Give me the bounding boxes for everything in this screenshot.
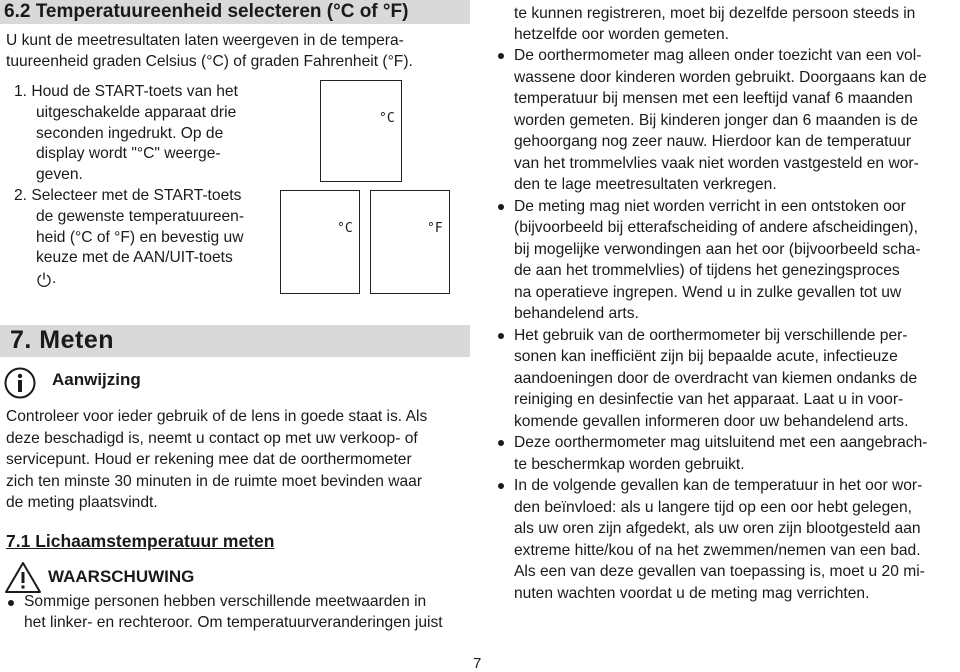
- bullet-dot: [498, 53, 504, 59]
- list-item-line: de aan het trommelvlies) of tijdens het genezingsproces: [514, 262, 900, 279]
- display-unit-label: °C: [337, 221, 353, 236]
- list-item: [514, 196, 960, 325]
- bullet-dot: [498, 333, 504, 339]
- list-item-line: De meting mag niet worden verricht in een ontstoken oor: [514, 197, 906, 215]
- list-item-line: van het trommelvlies vaak niet worden vastgesteld en wor-: [514, 154, 919, 172]
- right-continuation: [514, 3, 960, 45]
- list-item: [514, 475, 960, 604]
- list-item-line: (bijvoorbeeld bij etterafscheiding of andere afscheidingen),: [514, 219, 918, 236]
- step-2-line: keuze met de AAN/UIT-toets: [36, 249, 233, 267]
- step-1-line: 1. Houd de START-toets van het: [14, 83, 238, 100]
- list-item-line: te beschermkap worden gebruikt.: [514, 455, 745, 473]
- step-1-line: seconden ingedrukt. Op de: [36, 124, 224, 142]
- note-line: de meting plaatsvindt.: [6, 494, 158, 511]
- list-item: [514, 432, 960, 475]
- list-item-line: als uw oren zijn afgedekt, als uw oren zijn blootgesteld aan: [514, 520, 921, 537]
- list-item-line: gehoorgang nog zeer nauw. Hierdoor kan de temperatuur: [514, 133, 912, 150]
- info-icon: [4, 367, 36, 399]
- warning-title: WAARSCHUWING: [48, 567, 195, 586]
- display-unit-label: °C: [379, 111, 395, 126]
- display-illustration-celsius: [320, 80, 402, 182]
- note-line: Controleer voor ieder gebruik of de lens in goede staat is. Als: [6, 408, 428, 425]
- step-2-line: de gewenste temperatuureen-: [36, 207, 245, 225]
- list-item-line: den beïnvloed: als u langere tijd op een oor hebt gelegen,: [514, 498, 912, 516]
- list-item-line: sonen kan inefficiënt zijn bij bepaalde acute, infectieuze: [514, 348, 898, 365]
- display-illustration-fahrenheit: [370, 190, 450, 294]
- list-item-line: reiniging en desinfectie van het apparaat. Laat u in voor-: [514, 391, 904, 408]
- section-title-7: 7. Meten: [10, 326, 115, 354]
- display-unit-label: °F: [427, 221, 443, 236]
- list-item-line: Het gebruik van de oorthermometer bij verschillende per-: [514, 326, 908, 344]
- right-bullet-list: [514, 45, 960, 604]
- step-1-line: geven.: [36, 166, 83, 184]
- list-item-line: behandelend arts.: [514, 305, 639, 322]
- intro-line: tuureenheid graden Celsius (°C) of graden Fahrenheit (°F).: [6, 53, 413, 70]
- list-item-line: temperatuur bij mensen met een leeftijd vanaf 6 maanden: [514, 90, 913, 107]
- warning-line: het linker- en rechteroor. Om temperatuurveranderingen juist: [24, 614, 443, 631]
- list-item-line: wassene door kinderen worden gebruikt. Doorgaans kan de: [514, 68, 927, 86]
- step-2-line: .: [14, 269, 284, 290]
- display-illustration-celsius: [280, 190, 360, 294]
- warning-line: Sommige personen hebben verschillende meetwaarden in: [24, 593, 427, 610]
- note-title: Aanwijzing: [52, 370, 141, 389]
- list-item: [514, 45, 960, 196]
- intro-line: U kunt de meetresultaten laten weergeven in de tempera-: [6, 32, 404, 49]
- list-item-line: bij mogelijke verwondingen aan het oor (bijvoorbeeld scha-: [514, 240, 921, 258]
- section-title-6-2: 6.2 Temperatuureenheid selecteren (°C of °F): [4, 1, 409, 22]
- page-number: 7: [473, 655, 482, 672]
- list-item-line: den te lage meetresultaten verkregen.: [514, 176, 777, 193]
- list-item-line: nuten wachten voordat u de meting mag verrichten.: [514, 584, 870, 602]
- section-title-7-1: 7.1 Lichaamstemperatuur meten: [6, 531, 275, 551]
- step-1-line: display wordt "°C" weerge-: [36, 145, 221, 163]
- bullet-dot: [8, 600, 14, 606]
- continuation-line: hetzelfde oor worden gemeten.: [514, 26, 729, 43]
- steps-list: [14, 82, 284, 290]
- note-text: [6, 406, 468, 514]
- step-2-line: heid (°C of °F) en bevestig uw: [36, 228, 244, 246]
- list-item-line: aandoeningen door de overdracht van kiemen ondanks de: [514, 369, 918, 387]
- list-item-line: Als een van deze gevallen van toepassing is, moet u 20 mi-: [514, 563, 925, 580]
- list-item-line: De oorthermometer mag alleen onder toezicht van een vol-: [514, 47, 922, 64]
- continuation-line: te kunnen registreren, moet bij dezelfde persoon steeds in: [514, 5, 916, 22]
- note-line: deze beschadigd is, neemt u contact op met uw verkoop- of: [6, 429, 418, 447]
- bullet-dot: [498, 204, 504, 210]
- list-item: [514, 325, 960, 433]
- step-1-line: uitgeschakelde apparaat drie: [36, 103, 237, 121]
- section-intro: [6, 30, 466, 72]
- bullet-dot: [498, 483, 504, 489]
- step-2-line: 2. Selecteer met de START-toets: [14, 186, 242, 204]
- warning-bullet: [24, 591, 470, 633]
- warning-icon: [4, 561, 42, 594]
- list-item-line: na operatieve ingrepen. Wend u in zulke gevallen tot uw: [514, 283, 902, 301]
- list-item-line: In de volgende gevallen kan de temperatuur in het oor wor-: [514, 477, 923, 494]
- list-item-line: worden gemeten. Bij kinderen jonger dan 6 maanden is de: [514, 111, 918, 129]
- list-item-line: komende gevallen informeren door uw behandelend arts.: [514, 412, 909, 430]
- note-line: zich ten minste 30 minuten in de ruimte moet bevinden waar: [6, 472, 423, 490]
- list-item-line: extreme hitte/kou of na het zwemmen/nemen van een bad.: [514, 541, 921, 559]
- note-line: servicepunt. Houd er rekening mee dat de oorthermometer: [6, 451, 412, 468]
- list-item-line: Deze oorthermometer mag uitsluitend met een aangebrach-: [514, 434, 928, 451]
- power-icon: [36, 271, 52, 288]
- bullet-dot: [498, 440, 504, 446]
